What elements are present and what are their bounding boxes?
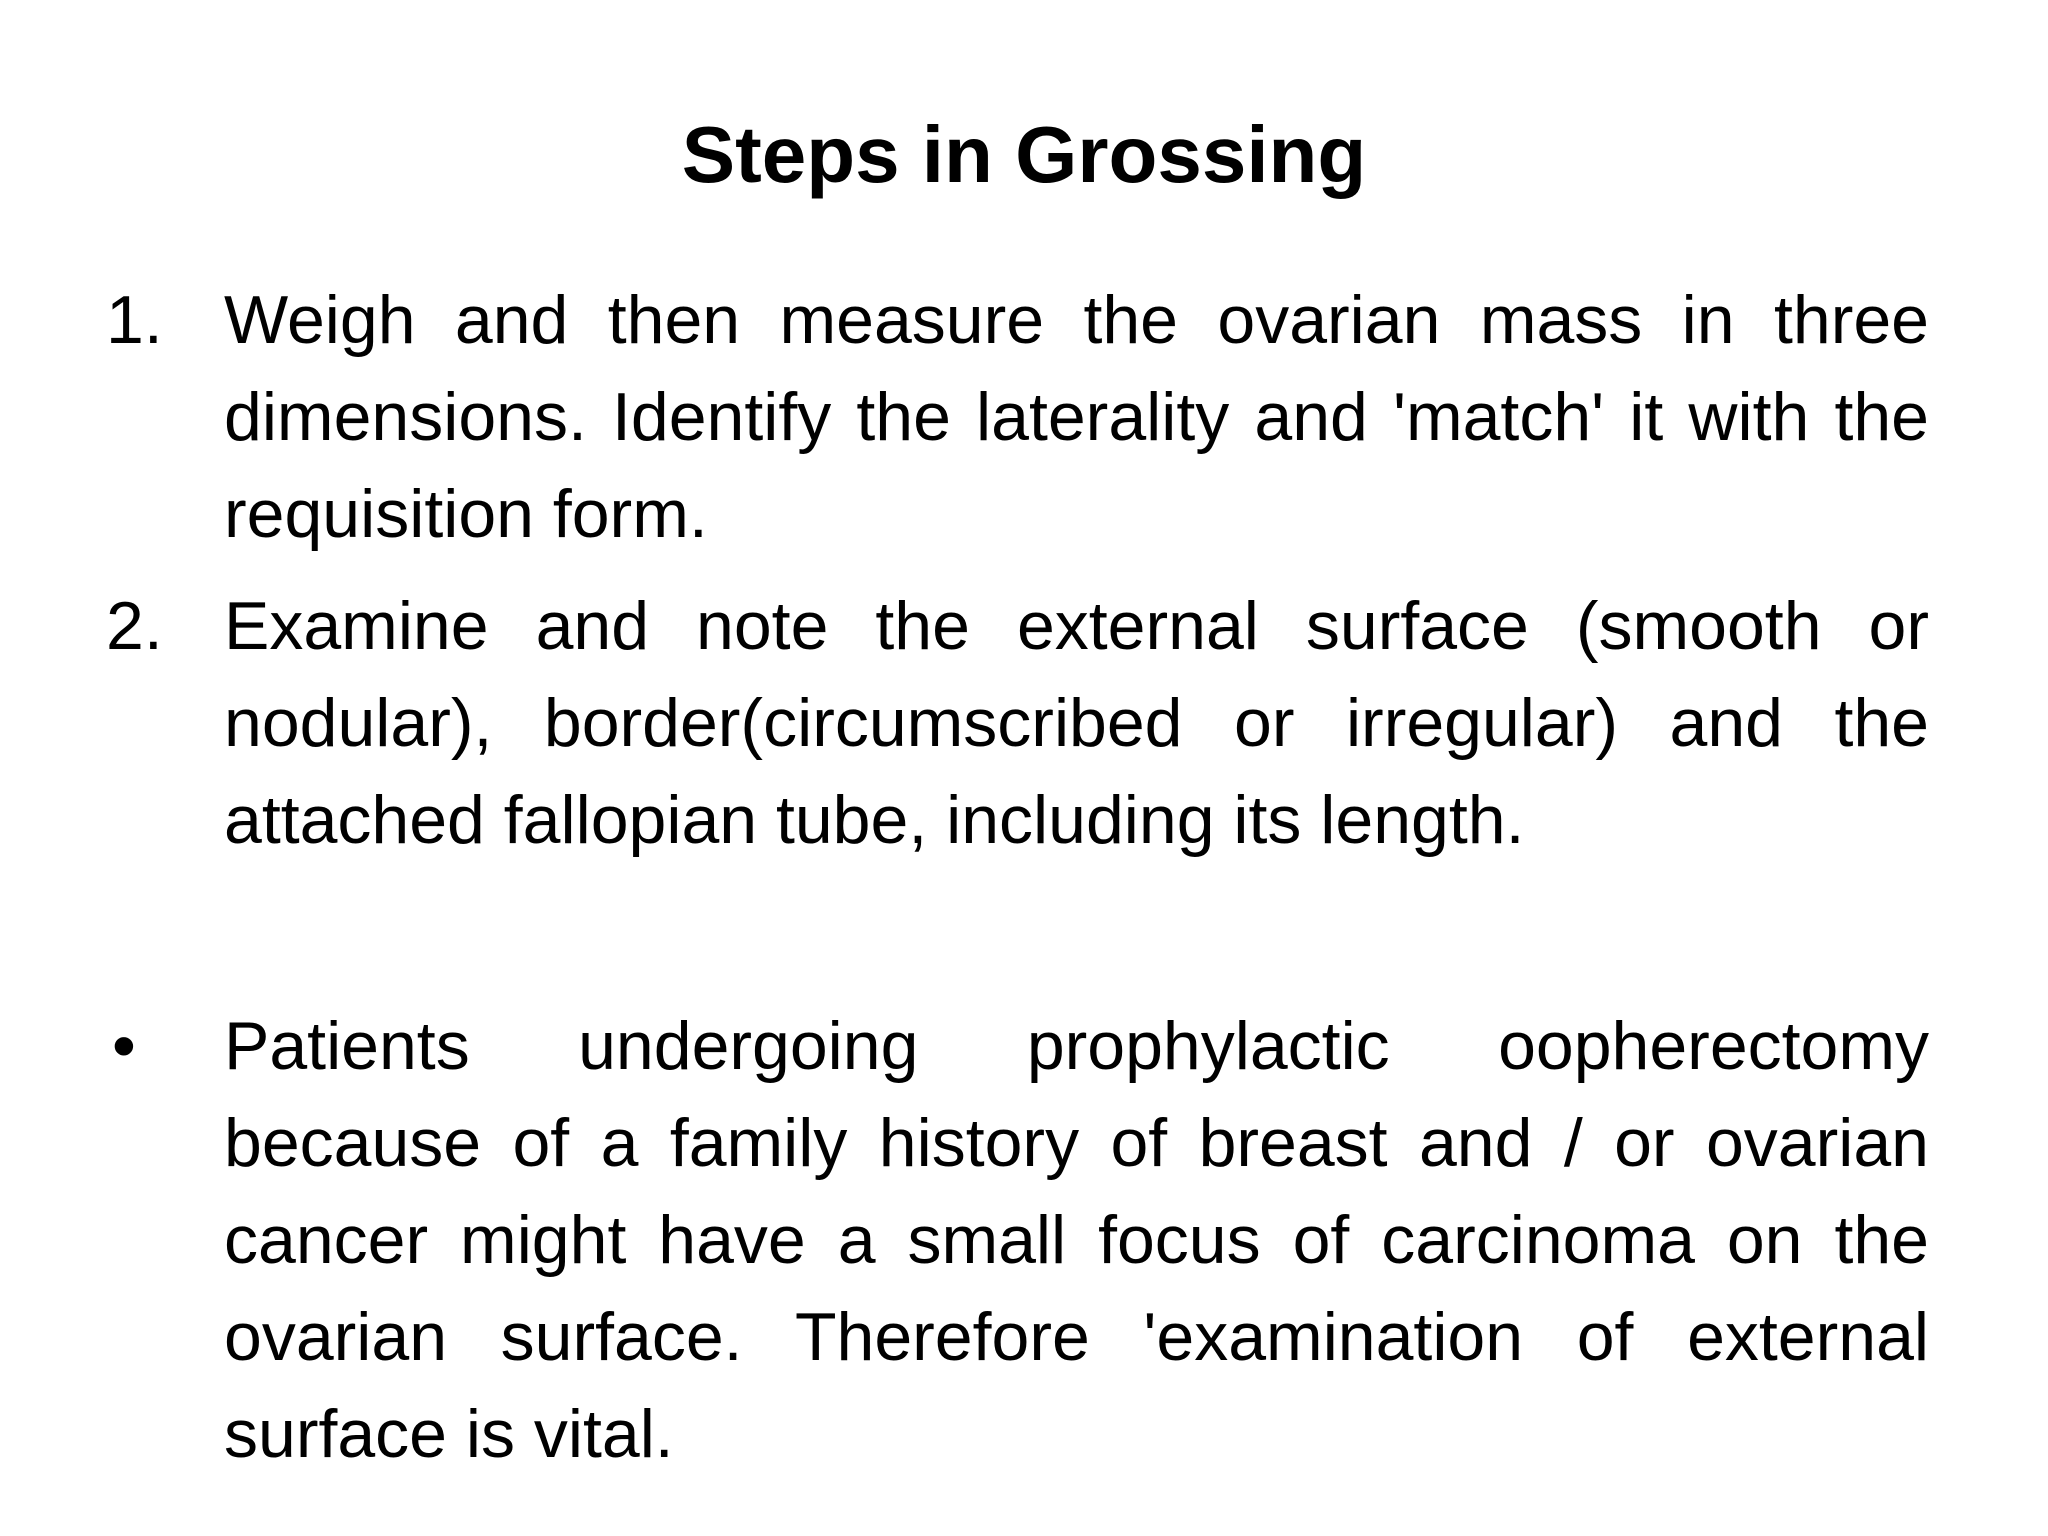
list-number-2: 2. [106,588,163,664]
bullet-icon: • [112,1008,136,1084]
list-number-1: 1. [106,282,163,358]
slide-title: Steps in Grossing [681,110,1367,199]
list-item-text-1: Weigh and then measure the ovarian mass in three dimensions. Identify the laterality and 'match' it with the requisition form. [224,282,1929,552]
list-item-text-2: Examine and note the external surface (smooth or nodular), border(circumscribed or irregular) and the attached fallopian tube, including its length. [224,588,1929,858]
bullet-item-text: Patients undergoing prophylactic oopherectomy because of a family history of breast and / or ovarian cancer might have a small focus of carcinoma on the ovarian surface. Therefore 'examination of external surface is vital. [224,1008,1929,1472]
